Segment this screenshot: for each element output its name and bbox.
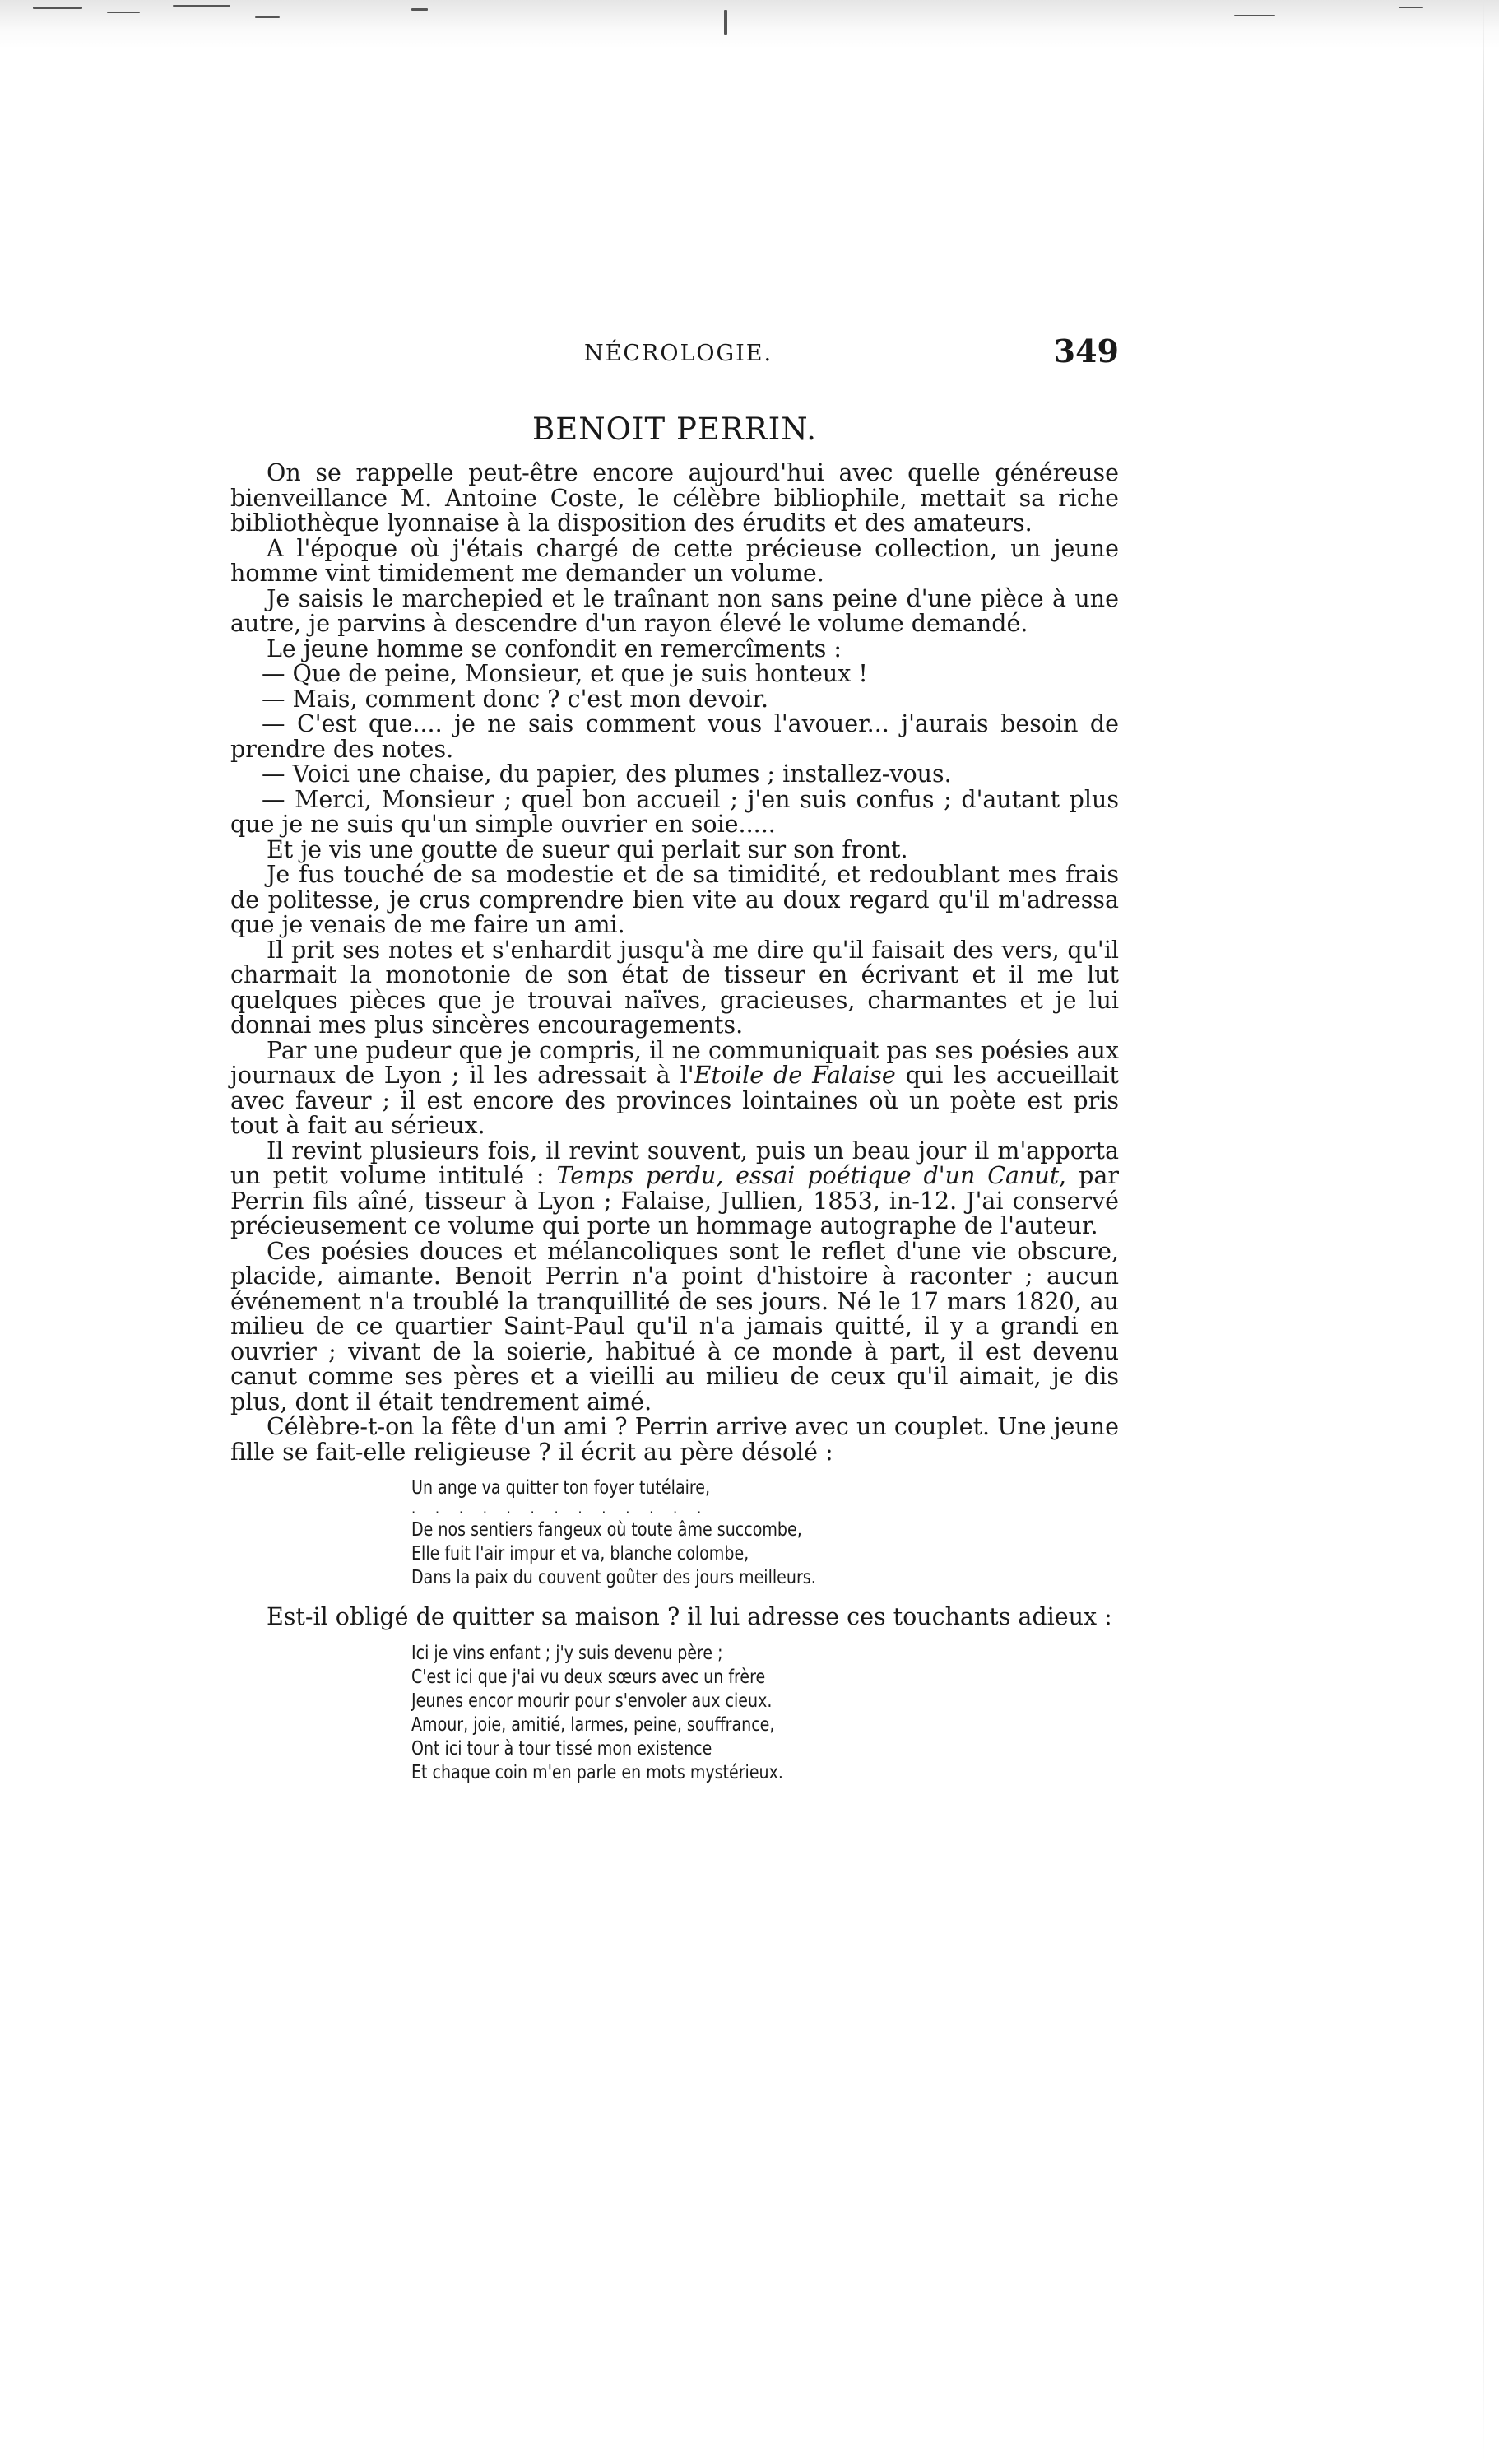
verse-line: Ici je vins enfant ; j'y suis devenu père ; bbox=[411, 1642, 723, 1664]
article-body bbox=[230, 461, 1119, 1800]
verse-line: De nos sentiers fangeux où toute âme succombe, bbox=[411, 1519, 802, 1541]
dialogue-line: — Que de peine, Monsieur, et que je suis honteux ! bbox=[262, 660, 868, 687]
verse-line: Un ange va quitter ton foyer tutélaire, bbox=[411, 1477, 711, 1499]
running-title: NÉCROLOGIE. bbox=[584, 341, 773, 366]
paragraph-text: Il revint plusieurs fois, il revint souvent, puis un beau jour il m'apporta un petit volume intitulé : bbox=[230, 1137, 1119, 1189]
scan-speck bbox=[173, 5, 230, 7]
page-number: 349 bbox=[1053, 332, 1119, 370]
verse-line: Ont ici tour à tour tissé mon existence bbox=[411, 1737, 712, 1760]
paragraph bbox=[230, 1139, 1119, 1239]
newspaper-title: Etoile de Falaise bbox=[694, 1062, 896, 1089]
scan-speck bbox=[1234, 15, 1275, 16]
paragraph: Le jeune homme se confondit en remercîments : bbox=[267, 635, 842, 662]
article-title: BENOIT PERRIN. bbox=[532, 411, 817, 447]
page-edge-line bbox=[1483, 0, 1484, 2464]
paragraph: Je saisis le marchepied et le traînant non sans peine d'une pièce à une autre, je parvins à descendre d'un rayon élevé le volume demandé. bbox=[230, 584, 1119, 637]
verse-line: Amour, joie, amitié, larmes, peine, souffrance, bbox=[411, 1713, 775, 1736]
paragraph: Je fus touché de sa modestie et de sa timidité, et redoublant mes frais de politesse, je crus comprendre bien vite au doux regard qu'il m'adressa que je venais de me faire un ami. bbox=[230, 861, 1119, 938]
verse-ellipsis: . . . . . . . . . . . . . bbox=[411, 1498, 709, 1518]
verse-line: C'est ici que j'ai vu deux sœurs avec un frère bbox=[411, 1666, 766, 1688]
scan-speck bbox=[255, 16, 280, 18]
scan-speck bbox=[107, 12, 140, 13]
paragraph: Ces poésies douces et mélancoliques sont le reflet d'une vie obscure, placide, aimante. Benoit Perrin n'a point d'histoire à raconter ; aucun événement n'a troublé la tranquillité de ses jours. Né le 17 mars 1820, au milieu de ce quartier Saint-Paul qu'il n'a jamais quitté, il y a grandi en ouvrier ; vivant de la soierie, habitué à ce monde à part, il est devenu canut comme ses pères et a vieilli au milieu de ceux qu'il aimait, je dis plus, dont il était tendrement aimé. bbox=[230, 1237, 1119, 1416]
running-head bbox=[230, 329, 1119, 379]
paragraph: On se rappelle peut-être encore aujourd'hui avec quelle généreuse bienveillance M. Antoine Coste, le célèbre bibliophile, mettait sa riche bibliothèque lyonnaise à la disposition des érudits et des amateurs. bbox=[230, 459, 1119, 537]
verse-line: Et chaque coin m'en parle en mots mystérieux. bbox=[411, 1761, 783, 1783]
dialogue-line: — Mais, comment donc ? c'est mon devoir. bbox=[262, 685, 769, 713]
verse-line: Dans la paix du couvent goûter des jours meilleurs. bbox=[411, 1567, 816, 1588]
paragraph: Est-il obligé de quitter sa maison ? il lui adresse ces touchants adieux : bbox=[267, 1603, 1112, 1630]
verse-line: Elle fuit l'air impur et va, blanche colombe, bbox=[411, 1543, 750, 1564]
paragraph-text: , par Perrin fils aîné, tisseur à Lyon ; Falaise, Jullien, 1853, in-12. J'ai conservé précieusement ce volume qui porte un hommage autographe de l'auteur. bbox=[230, 1162, 1119, 1239]
scan-speck bbox=[411, 8, 428, 11]
paragraph: Et je vis une goutte de sueur qui perlait sur son front. bbox=[267, 835, 908, 863]
paragraph: Il prit ses notes et s'enhardit jusqu'à me dire qu'il faisait des vers, qu'il charmait la monotonie de son état de tisseur en écrivant et il me lut quelques pièces que je trouvai naïves, gracieuses, charmantes et je lui donnai mes plus sincères encouragements. bbox=[230, 936, 1119, 1039]
dialogue-line: — C'est que.... je ne sais comment vous l'avouer... j'aurais besoin de prendre des notes. bbox=[230, 710, 1119, 763]
paragraph-text: Par une pudeur que je compris, il ne communiquait pas ses poésies aux journaux de Lyon ; il les adressait à l' bbox=[230, 1036, 1119, 1089]
scan-speck bbox=[33, 7, 82, 9]
paragraph-text: qui les accueillait avec faveur ; il est encore des provinces lointaines où un poète est pris tout à fait au sérieux. bbox=[230, 1062, 1119, 1139]
dialogue-line: — Merci, Monsieur ; quel bon accueil ; j'en suis confus ; d'autant plus que je ne suis qu'un simple ouvrier en soie..... bbox=[230, 785, 1119, 838]
verse-block bbox=[411, 1476, 1062, 1590]
scan-speck bbox=[1399, 7, 1423, 8]
scan-speck bbox=[724, 10, 727, 35]
verse-block bbox=[411, 1642, 1062, 1785]
paragraph: A l'époque où j'étais chargé de cette précieuse collection, un jeune homme vint timidement me demander un volume. bbox=[230, 534, 1119, 587]
scan-noise-top bbox=[0, 0, 1499, 49]
paragraph bbox=[230, 1036, 1119, 1139]
paragraph: Célèbre-t-on la fête d'un ami ? Perrin arrive avec un couplet. Une jeune fille se fait-elle religieuse ? il écrit au père désolé : bbox=[230, 1413, 1119, 1466]
book-title: Temps perdu, essai poétique d'un Canut bbox=[556, 1162, 1060, 1189]
verse-line: Jeunes encor mourir pour s'envoler aux cieux. bbox=[411, 1690, 773, 1712]
dialogue-line: — Voici une chaise, du papier, des plumes ; installez-vous. bbox=[262, 760, 952, 788]
